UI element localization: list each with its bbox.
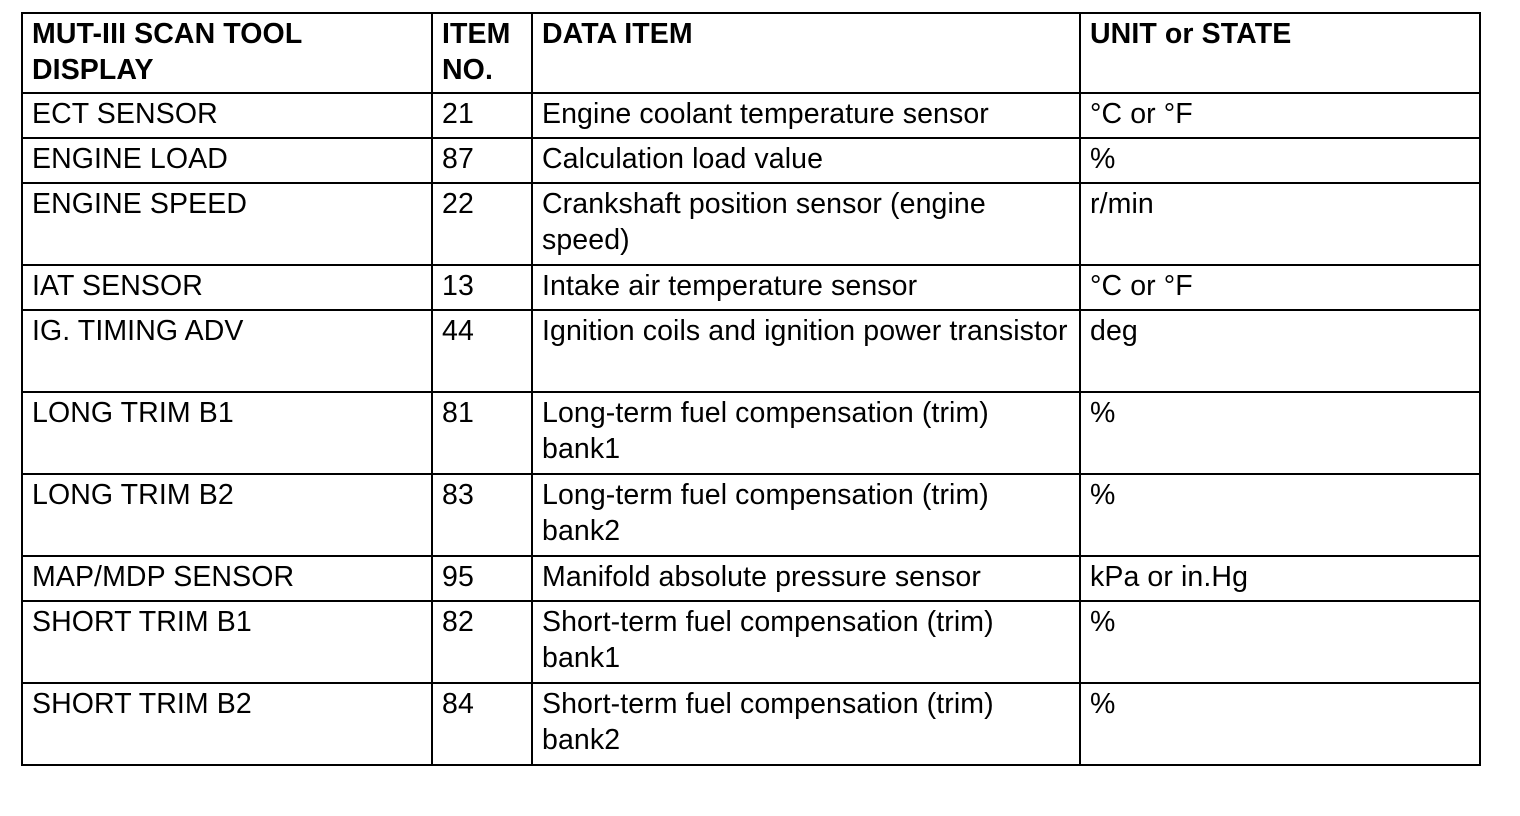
cell-display: ECT SENSOR (22, 93, 432, 138)
table-row (22, 93, 1480, 138)
table-header-row (22, 13, 1480, 93)
cell-unit: % (1080, 474, 1480, 556)
table-row (22, 601, 1480, 683)
data-table-container (21, 12, 1481, 766)
cell-data-item: Engine coolant temperature sensor (532, 93, 1080, 138)
cell-item-no: 87 (432, 138, 532, 183)
cell-data-item: Long-term fuel compensation (trim) bank1 (532, 392, 1080, 474)
cell-data-item: Long-term fuel compensation (trim) bank2 (532, 474, 1080, 556)
cell-display: LONG TRIM B1 (22, 392, 432, 474)
cell-item-no: 95 (432, 556, 532, 601)
header-display: MUT-III SCAN TOOL DISPLAY (22, 13, 432, 93)
cell-display: IG. TIMING ADV (22, 310, 432, 392)
cell-display: LONG TRIM B2 (22, 474, 432, 556)
cell-data-item: Crankshaft position sensor (engine speed) (532, 183, 1080, 265)
header-unit: UNIT or STATE (1080, 13, 1480, 93)
cell-unit: °C or °F (1080, 93, 1480, 138)
table-row (22, 138, 1480, 183)
cell-display: ENGINE LOAD (22, 138, 432, 183)
cell-item-no: 83 (432, 474, 532, 556)
cell-data-item: Calculation load value (532, 138, 1080, 183)
cell-unit: % (1080, 601, 1480, 683)
cell-data-item: Short-term fuel compensation (trim) bank2 (532, 683, 1080, 765)
table-row (22, 310, 1480, 392)
cell-item-no: 44 (432, 310, 532, 392)
cell-unit: kPa or in.Hg (1080, 556, 1480, 601)
header-data-item: DATA ITEM (532, 13, 1080, 93)
cell-data-item: Ignition coils and ignition power transistor (532, 310, 1080, 392)
table-row (22, 183, 1480, 265)
table-row (22, 556, 1480, 601)
cell-display: SHORT TRIM B2 (22, 683, 432, 765)
cell-display: MAP/MDP SENSOR (22, 556, 432, 601)
table-row (22, 683, 1480, 765)
cell-unit: deg (1080, 310, 1480, 392)
cell-data-item: Intake air temperature sensor (532, 265, 1080, 310)
cell-item-no: 22 (432, 183, 532, 265)
cell-item-no: 13 (432, 265, 532, 310)
cell-display: IAT SENSOR (22, 265, 432, 310)
scan-tool-data-table (21, 12, 1481, 766)
cell-item-no: 84 (432, 683, 532, 765)
cell-unit: °C or °F (1080, 265, 1480, 310)
cell-display: SHORT TRIM B1 (22, 601, 432, 683)
cell-unit: % (1080, 683, 1480, 765)
cell-data-item: Short-term fuel compensation (trim) bank1 (532, 601, 1080, 683)
cell-unit: % (1080, 138, 1480, 183)
cell-item-no: 81 (432, 392, 532, 474)
cell-unit: r/min (1080, 183, 1480, 265)
cell-item-no: 82 (432, 601, 532, 683)
header-item-no: ITEM NO. (432, 13, 532, 93)
cell-item-no: 21 (432, 93, 532, 138)
table-row (22, 392, 1480, 474)
table-row (22, 474, 1480, 556)
cell-data-item: Manifold absolute pressure sensor (532, 556, 1080, 601)
cell-display: ENGINE SPEED (22, 183, 432, 265)
cell-unit: % (1080, 392, 1480, 474)
table-row (22, 265, 1480, 310)
